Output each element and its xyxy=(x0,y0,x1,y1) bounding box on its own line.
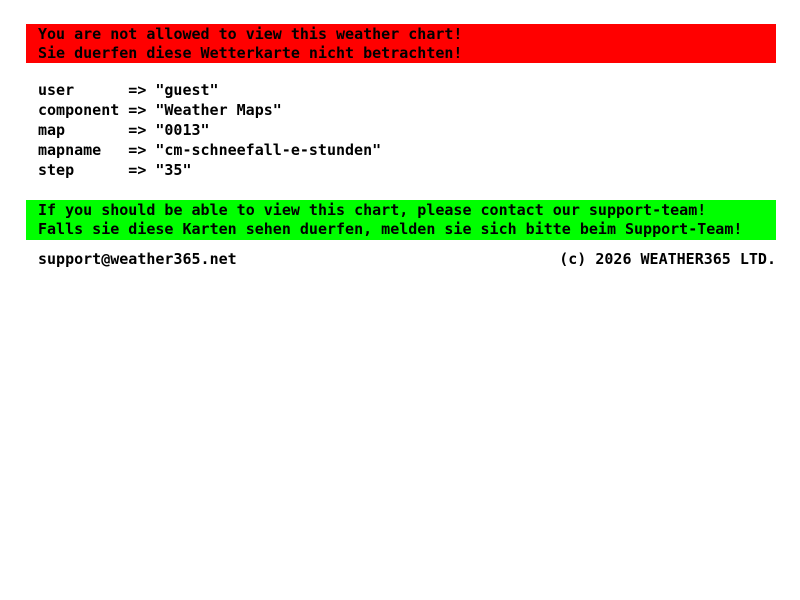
detail-key: map xyxy=(38,121,66,139)
detail-row-user xyxy=(38,80,381,100)
support-contact-banner xyxy=(26,200,776,240)
detail-value: "35" xyxy=(155,161,192,179)
access-denied-banner xyxy=(26,24,776,63)
detail-row-step xyxy=(38,160,381,180)
detail-value: "cm-schneefall-e-stunden" xyxy=(155,141,382,159)
support-message-de: Falls sie diese Karten sehen duerfen, melden sie sich bitte beim Support-Team! xyxy=(38,220,743,238)
detail-key: mapname xyxy=(38,141,102,159)
access-denied-message-de: Sie duerfen diese Wetterkarte nicht betrachten! xyxy=(38,43,463,62)
detail-arrow: => xyxy=(128,161,147,179)
detail-row-map xyxy=(38,120,381,140)
detail-arrow: => xyxy=(128,141,147,159)
detail-arrow: => xyxy=(128,101,147,119)
detail-key: user xyxy=(38,81,75,99)
request-details-list xyxy=(38,80,381,180)
access-denied-message-en: You are not allowed to view this weather chart! xyxy=(38,24,463,43)
detail-row-mapname xyxy=(38,140,381,160)
footer xyxy=(38,250,776,269)
detail-value: "0013" xyxy=(155,121,210,139)
support-message-en: If you should be able to view this chart, please contact our support-team! xyxy=(38,201,707,219)
detail-arrow: => xyxy=(128,81,147,99)
detail-arrow: => xyxy=(128,121,147,139)
detail-value: "guest" xyxy=(155,81,219,99)
detail-row-component xyxy=(38,100,381,120)
detail-key: step xyxy=(38,161,75,179)
detail-key: component xyxy=(38,101,120,119)
copyright-notice: (c) 2026 WEATHER365 LTD. xyxy=(559,250,776,268)
detail-value: "Weather Maps" xyxy=(155,101,282,119)
support-email: support@weather365.net xyxy=(38,250,237,268)
